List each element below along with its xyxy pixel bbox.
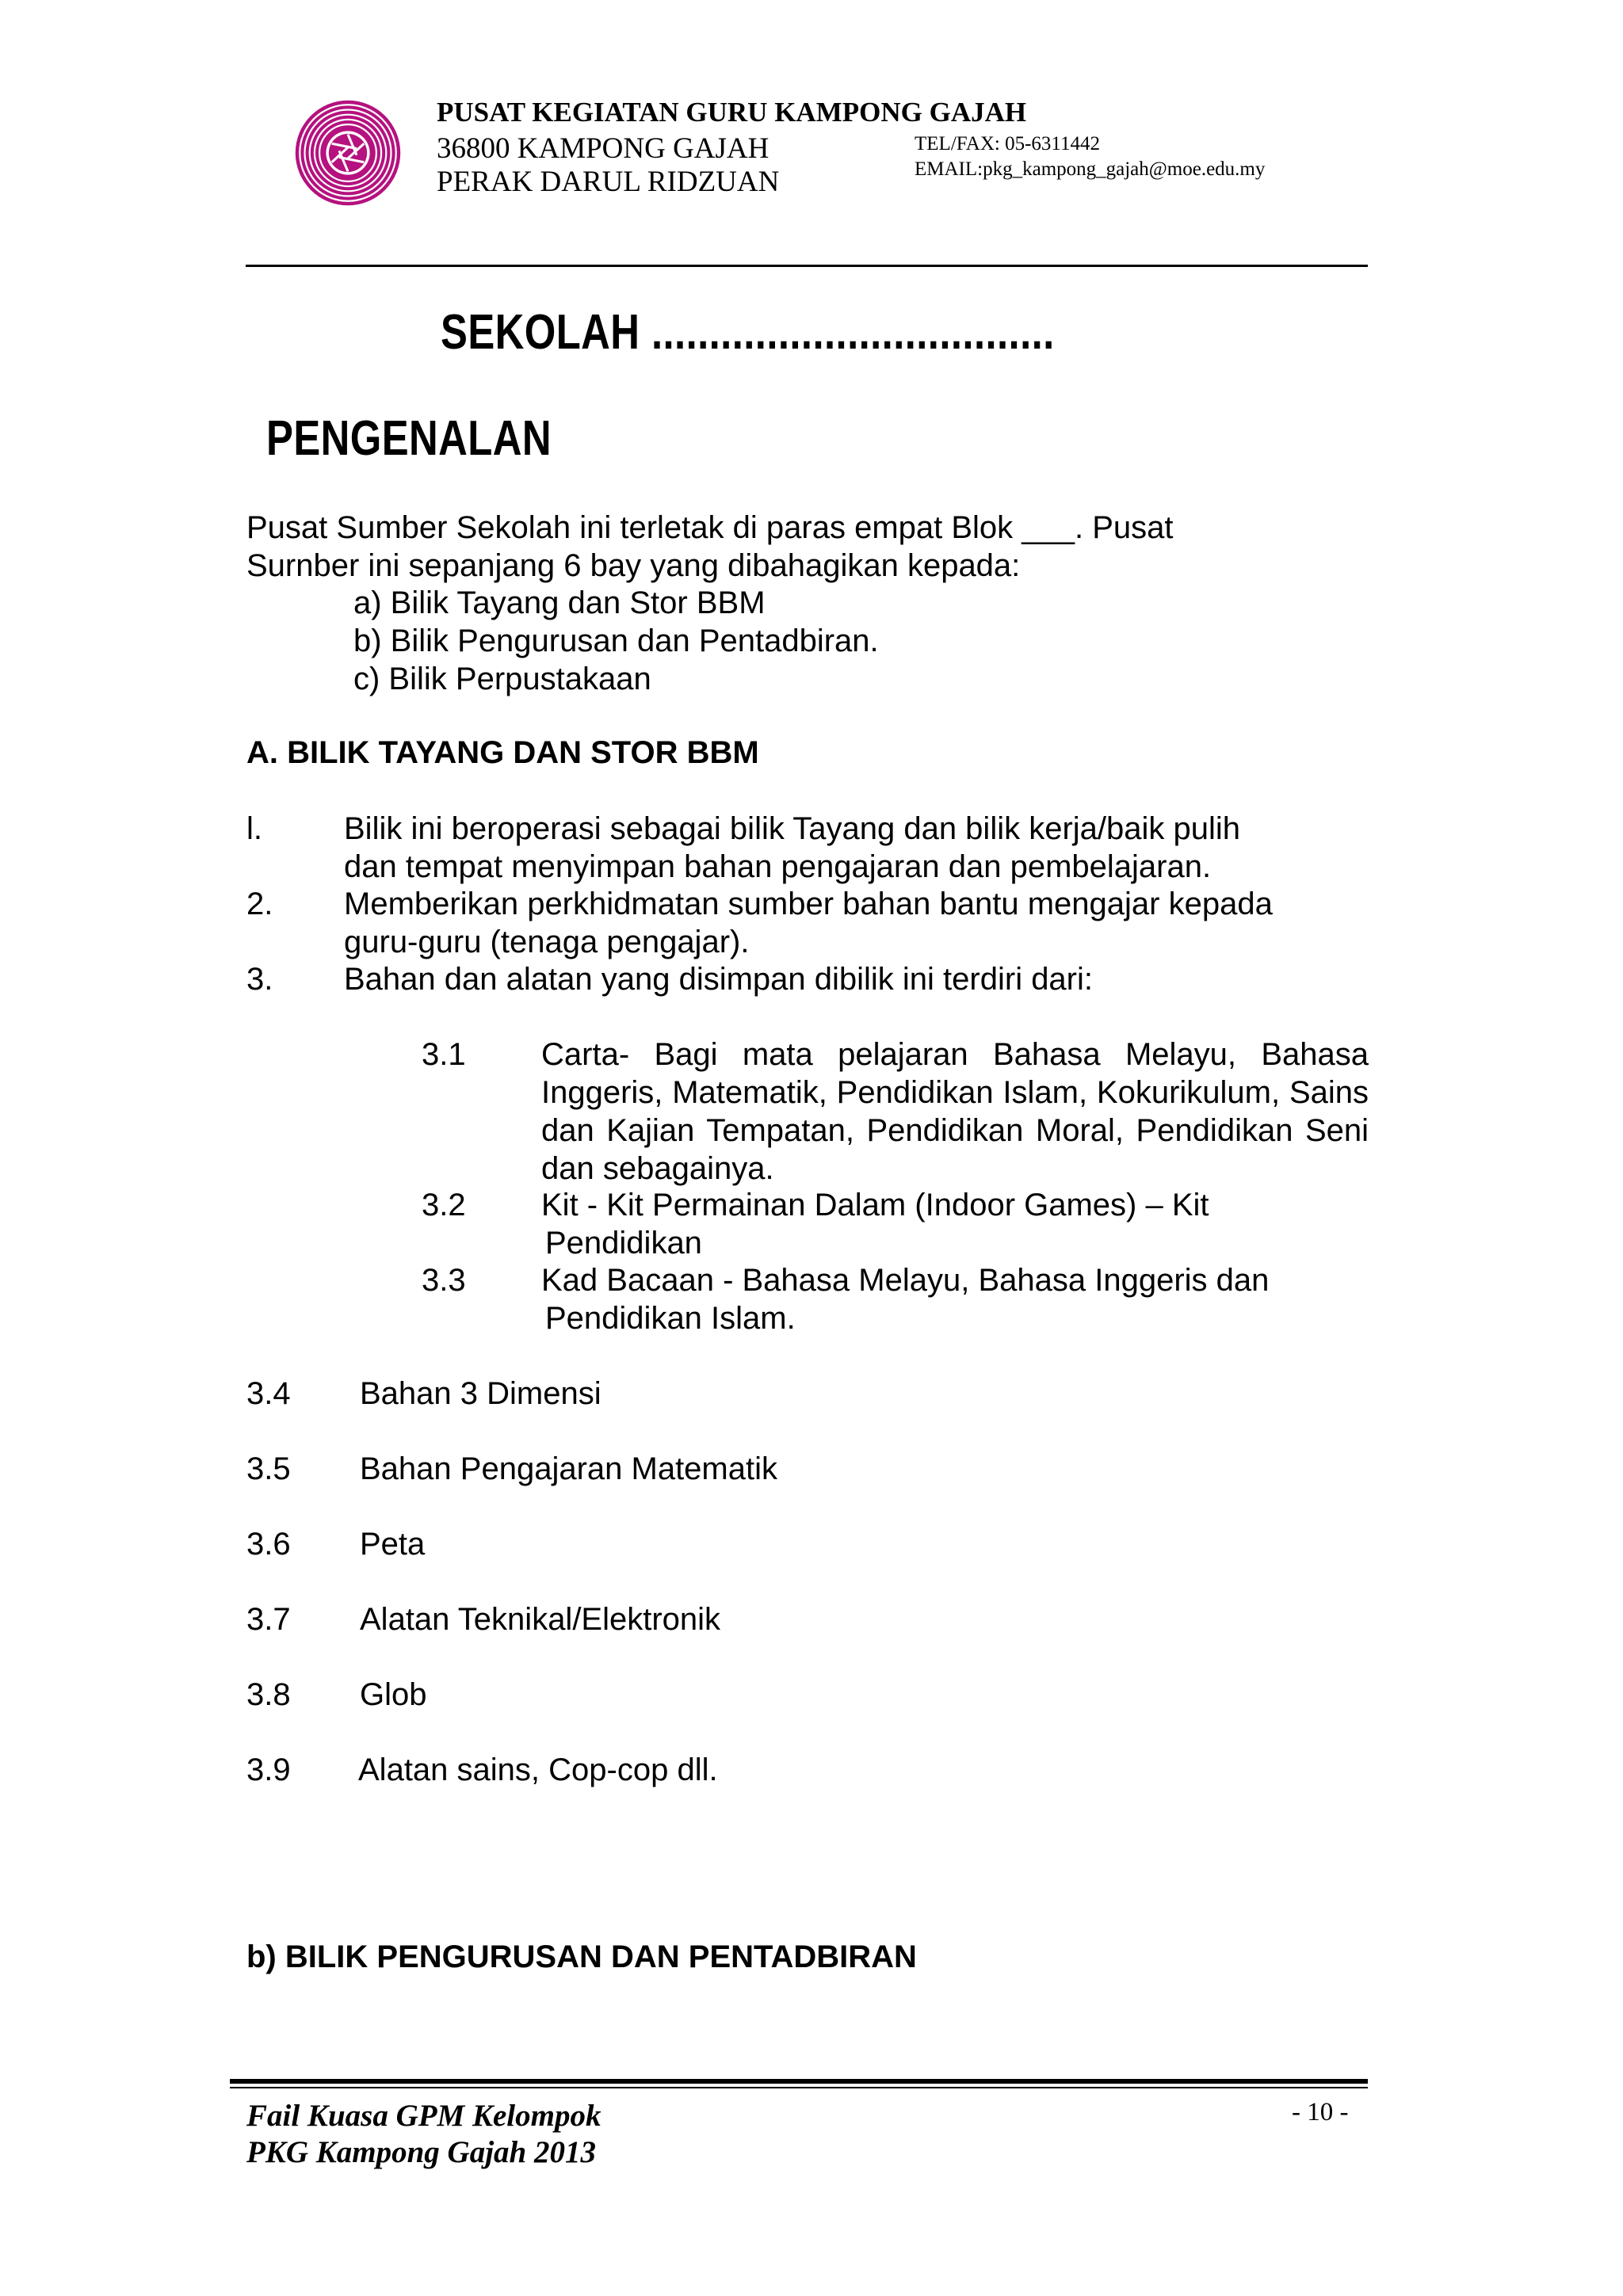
school-title: SEKOLAH ...................................	[441, 305, 1055, 360]
list-item-number: 3.8	[246, 1677, 291, 1712]
sub-item-text: Carta- Bagi mata pelajaran Bahasa Melayu, Bahasa Inggeris, Matematik, Pendidikan Islam, Kokurikulum, Sains dan Kajian Tempatan, Pendidikan Moral, Pendidikan Seni dan sebagainya.	[541, 1037, 1369, 1186]
list-item-number: 3.6	[246, 1527, 291, 1562]
list-item-number: 3.9	[246, 1753, 291, 1787]
intro-room-item: a) Bilik Tayang dan Stor BBM	[353, 585, 766, 620]
page-number: - 10 -	[1292, 2098, 1349, 2126]
sub-item-text: Kit - Kit Permainan Dalam (Indoor Games) – Kit	[541, 1188, 1209, 1222]
sub-item-text: Kad Bacaan - Bahasa Melayu, Bahasa Inggeris dan	[541, 1263, 1270, 1298]
sub-item-number: 3.2	[422, 1188, 466, 1222]
item-text: guru-guru (tenaga pengajar).	[344, 925, 750, 959]
footer-text-line1: Fail Kuasa GPM Kelompok	[246, 2099, 601, 2133]
sub-item-number: 3.3	[422, 1263, 466, 1298]
section-b-heading: b) BILIK PENGURUSAN DAN PENTADBIRAN	[246, 1939, 917, 1974]
org-name: PUSAT KEGIATAN GURU KAMPONG GAJAH	[437, 97, 1027, 128]
list-item-text: Glob	[360, 1677, 427, 1712]
list-item-number: 3.5	[246, 1451, 291, 1486]
list-item-text: Alatan Teknikal/Elektronik	[360, 1602, 721, 1637]
footer-divider-thick	[230, 2079, 1368, 2084]
list-item-number: 3.7	[246, 1602, 291, 1637]
item-number: 3.	[246, 962, 273, 997]
footer-text-line2: PKG Kampong Gajah 2013	[246, 2135, 596, 2169]
org-address-line1: 36800 KAMPONG GAJAH	[437, 132, 769, 165]
intro-paragraph-line1: Pusat Sumber Sekolah ini terletak di paras empat Blok ___. Pusat	[246, 510, 1174, 545]
item-text: Bahan dan alatan yang disimpan dibilik ini terdiri dari:	[344, 962, 1093, 997]
list-item-text: Peta	[360, 1527, 426, 1562]
footer-divider-thin	[230, 2087, 1368, 2088]
intro-heading: PENGENALAN	[266, 411, 552, 466]
list-item-number: 3.4	[246, 1376, 291, 1411]
intro-paragraph-line2: Surnber ini sepanjang 6 bay yang dibahagikan kepada:	[246, 548, 1021, 583]
header-divider	[246, 265, 1368, 267]
item-number: 2.	[246, 887, 273, 921]
sub-item-text: Pendidikan Islam.	[545, 1301, 796, 1336]
item-text: dan tempat menyimpan bahan pengajaran dan pembelajaran.	[344, 849, 1212, 884]
list-item-text: Bahan 3 Dimensi	[360, 1376, 601, 1411]
intro-room-item: c) Bilik Perpustakaan	[353, 662, 651, 696]
list-item-text: Alatan sains, Cop-cop dll.	[358, 1753, 718, 1787]
sub-item-number: 3.1	[422, 1037, 466, 1072]
section-a-heading: A. BILIK TAYANG DAN STOR BBM	[246, 735, 759, 770]
item-text: Memberikan perkhidmatan sumber bahan bantu mengajar kepada	[344, 887, 1273, 921]
pkg-aperture-logo-icon	[293, 98, 403, 208]
org-address-line2: PERAK DARUL RIDZUAN	[437, 166, 780, 198]
list-item-text: Bahan Pengajaran Matematik	[360, 1451, 777, 1486]
item-number: l.	[246, 811, 262, 846]
sub-item-text: Pendidikan	[545, 1226, 702, 1261]
org-tel-fax: TEL/FAX: 05-6311442	[915, 133, 1101, 154]
org-email: EMAIL:pkg_kampong_gajah@moe.edu.my	[915, 158, 1266, 180]
intro-room-item: b) Bilik Pengurusan dan Pentadbiran.	[353, 624, 879, 658]
item-text: Bilik ini beroperasi sebagai bilik Tayang dan bilik kerja/baik pulih	[344, 811, 1241, 846]
